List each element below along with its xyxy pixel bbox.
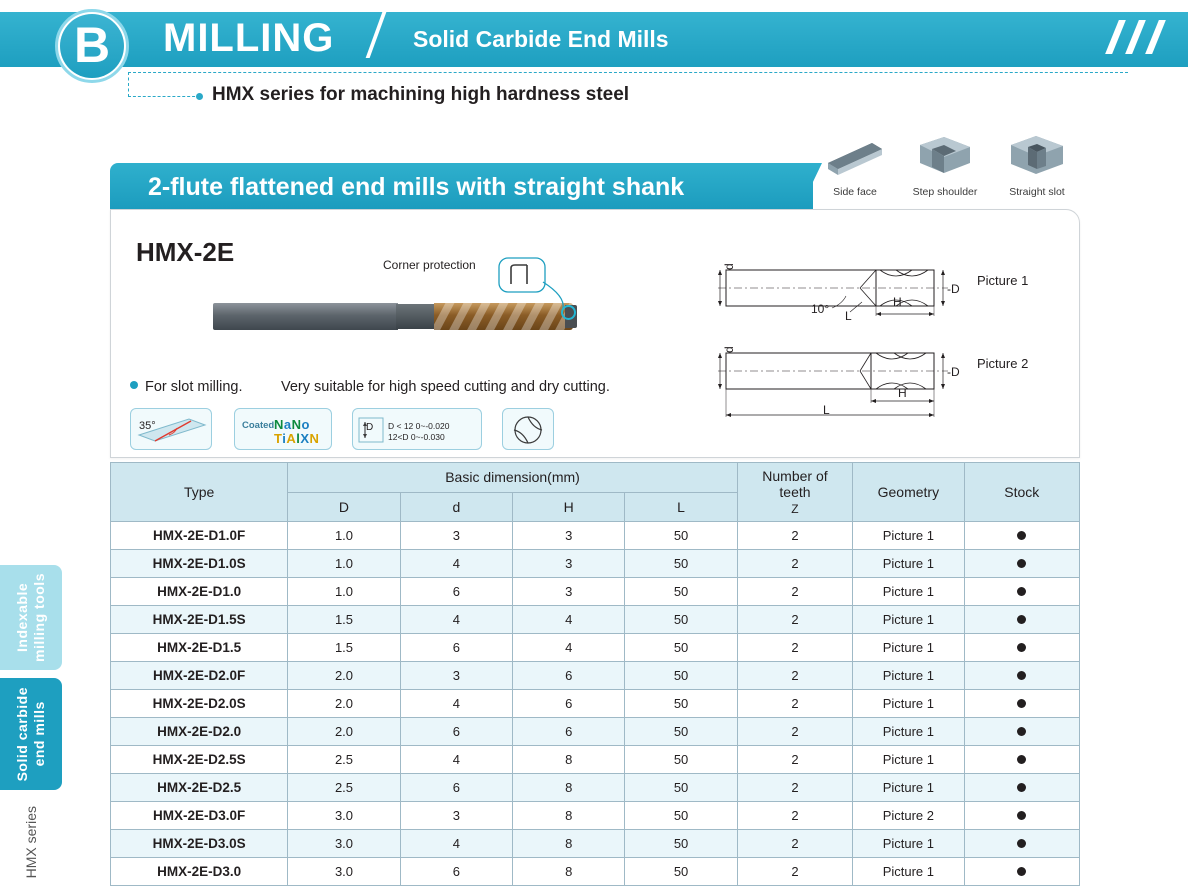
- badge-tolerance-symbol: D: [366, 422, 374, 433]
- table-row: [111, 690, 1080, 718]
- cell-type: HMX-2E-D2.0F: [111, 662, 288, 690]
- cell-type: HMX-2E-D1.5S: [111, 606, 288, 634]
- cell-D: 1.0: [288, 522, 400, 550]
- cell-stock: [964, 718, 1079, 746]
- cell-geometry: Picture 1: [853, 550, 964, 578]
- cell-L: 50: [625, 690, 737, 718]
- cell-geometry: Picture 1: [853, 522, 964, 550]
- cell-d: 4: [400, 830, 512, 858]
- leader-dot-icon: [196, 93, 203, 100]
- cell-D: 1.0: [288, 550, 400, 578]
- cell-D: 2.0: [288, 718, 400, 746]
- cell-d: 3: [400, 802, 512, 830]
- cell-stock: [964, 802, 1079, 830]
- cell-type: HMX-2E-D2.5S: [111, 746, 288, 774]
- sidebar-item-label-1: Indexable milling tools: [14, 573, 47, 662]
- cell-H: 4: [513, 606, 625, 634]
- stock-available-icon: [1017, 811, 1026, 820]
- cell-L: 50: [625, 662, 737, 690]
- cell-L: 50: [625, 802, 737, 830]
- table-row: [111, 802, 1080, 830]
- cell-D: 3.0: [288, 858, 400, 886]
- cell-stock: [964, 578, 1079, 606]
- cell-L: 50: [625, 746, 737, 774]
- cell-stock: [964, 550, 1079, 578]
- cell-geometry: Picture 1: [853, 774, 964, 802]
- cell-H: 8: [513, 858, 625, 886]
- drawing2-dim-D: -D: [947, 365, 960, 379]
- cell-D: 1.0: [288, 578, 400, 606]
- cell-type: HMX-2E-D2.5: [111, 774, 288, 802]
- application-icon-straight-slot: [997, 133, 1077, 198]
- cell-geometry: Picture 1: [853, 718, 964, 746]
- cell-stock: [964, 522, 1079, 550]
- col-header-L: L: [625, 492, 737, 522]
- cell-type: HMX-2E-D1.0S: [111, 550, 288, 578]
- cell-type: HMX-2E-D1.0: [111, 578, 288, 606]
- drawing2-dim-L: L: [823, 403, 830, 417]
- stock-available-icon: [1017, 755, 1026, 764]
- cell-L: 50: [625, 550, 737, 578]
- cell-stock: [964, 634, 1079, 662]
- cell-L: 50: [625, 718, 737, 746]
- drawing2-dim-d: d: [722, 346, 736, 353]
- cell-D: 2.5: [288, 746, 400, 774]
- header-dashed-rule: [128, 72, 1128, 73]
- sidebar-item-label-3: HMX series: [23, 806, 39, 879]
- cell-type: HMX-2E-D3.0F: [111, 802, 288, 830]
- col-header-teeth-label: Number of teeth: [762, 468, 828, 500]
- drawing1-dim-D: -D: [947, 282, 960, 296]
- application-icon-label-2: Step shoulder: [912, 186, 978, 198]
- picture-1-label: Picture 1: [977, 273, 1029, 288]
- table-row: [111, 858, 1080, 886]
- cell-geometry: Picture 1: [853, 634, 964, 662]
- feature-bullet-text-2: Very suitable for high speed cutting and dry cutting.: [281, 379, 610, 395]
- table-row: [111, 774, 1080, 802]
- cell-D: 2.5: [288, 774, 400, 802]
- stock-available-icon: [1017, 783, 1026, 792]
- drawing1-angle: 10°: [811, 302, 830, 316]
- cell-stock: [964, 858, 1079, 886]
- badge-tolerance-line1: D < 12 0~-0.020: [388, 421, 450, 431]
- application-icon-step-shoulder: [905, 133, 985, 198]
- side-face-icon: [824, 133, 886, 178]
- feature-bullet-2: [281, 379, 610, 395]
- cell-H: 6: [513, 662, 625, 690]
- cell-geometry: Picture 1: [853, 746, 964, 774]
- cell-H: 3: [513, 550, 625, 578]
- cell-teeth: 2: [737, 578, 852, 606]
- header-dashed-leader: [128, 96, 200, 97]
- cell-geometry: Picture 1: [853, 606, 964, 634]
- badge-coating-line2: TiAlXN: [274, 431, 320, 446]
- table-row: [111, 550, 1080, 578]
- technical-drawing-picture-2: [700, 335, 970, 430]
- cell-stock: [964, 746, 1079, 774]
- table-row: [111, 746, 1080, 774]
- badge-tolerance-line2: 12<D 0~-0.030: [388, 432, 445, 442]
- cell-geometry: Picture 1: [853, 690, 964, 718]
- cell-geometry: Picture 1: [853, 858, 964, 886]
- header-stripes-decoration: [1106, 20, 1176, 54]
- cell-teeth: 2: [737, 550, 852, 578]
- corner-protection-callout: [497, 256, 607, 326]
- cell-teeth: 2: [737, 746, 852, 774]
- cell-D: 3.0: [288, 802, 400, 830]
- stock-available-icon: [1017, 867, 1026, 876]
- col-header-d: d: [400, 492, 512, 522]
- feature-bullet-text-1: For slot milling.: [145, 379, 243, 395]
- application-icons-group: [815, 133, 1085, 213]
- stock-available-icon: [1017, 615, 1026, 624]
- cell-teeth: 2: [737, 606, 852, 634]
- cell-d: 4: [400, 746, 512, 774]
- sidebar-item-indexable-milling-tools[interactable]: [0, 565, 62, 670]
- drawing1-dim-L: L: [845, 309, 852, 323]
- badge-flute-count: [502, 408, 554, 450]
- table-head: [111, 463, 1080, 522]
- cell-teeth: 2: [737, 634, 852, 662]
- step-shoulder-icon: [914, 133, 976, 178]
- corner-highlight-circle: [561, 305, 576, 320]
- table-row: [111, 634, 1080, 662]
- cell-type: HMX-2E-D3.0S: [111, 830, 288, 858]
- col-header-type: Type: [111, 463, 288, 522]
- stock-available-icon: [1017, 671, 1026, 680]
- cell-L: 50: [625, 634, 737, 662]
- cell-H: 8: [513, 774, 625, 802]
- technical-drawing-picture-1: [700, 252, 970, 340]
- page-subtitle: Solid Carbide End Mills: [413, 26, 669, 52]
- cell-L: 50: [625, 578, 737, 606]
- col-header-geometry: Geometry: [853, 463, 964, 522]
- cell-stock: [964, 606, 1079, 634]
- cell-H: 6: [513, 690, 625, 718]
- cell-H: 3: [513, 578, 625, 606]
- cell-d: 4: [400, 550, 512, 578]
- cell-teeth: 2: [737, 802, 852, 830]
- table-row: [111, 522, 1080, 550]
- cell-d: 3: [400, 522, 512, 550]
- cell-d: 6: [400, 578, 512, 606]
- col-header-stock: Stock: [964, 463, 1079, 522]
- cell-d: 6: [400, 634, 512, 662]
- cell-H: 8: [513, 830, 625, 858]
- straight-slot-icon: [1006, 133, 1068, 178]
- table-row: [111, 578, 1080, 606]
- cell-L: 50: [625, 830, 737, 858]
- cell-H: 4: [513, 634, 625, 662]
- table-header-row-1: [111, 463, 1080, 493]
- cell-H: 8: [513, 746, 625, 774]
- sidebar-item-solid-carbide-end-mills[interactable]: [0, 678, 62, 790]
- picture-2-label: Picture 2: [977, 356, 1029, 371]
- cell-stock: [964, 774, 1079, 802]
- cell-D: 2.0: [288, 690, 400, 718]
- corner-protection-label: Corner protection: [383, 258, 476, 272]
- badge-coated-label: Coated: [242, 420, 275, 431]
- cell-D: 3.0: [288, 830, 400, 858]
- cell-H: 6: [513, 718, 625, 746]
- cell-d: 4: [400, 690, 512, 718]
- application-icon-label-3: Straight slot: [1009, 186, 1065, 198]
- tool-shank: [213, 303, 398, 330]
- table-row: [111, 830, 1080, 858]
- cell-geometry: Picture 2: [853, 802, 964, 830]
- cell-geometry: Picture 1: [853, 662, 964, 690]
- cell-type: HMX-2E-D2.0S: [111, 690, 288, 718]
- cell-stock: [964, 830, 1079, 858]
- cell-geometry: Picture 1: [853, 578, 964, 606]
- sidebar-item-label-2: Solid carbide end mills: [14, 686, 47, 782]
- cell-teeth: 2: [737, 522, 852, 550]
- cell-teeth: 2: [737, 774, 852, 802]
- cell-d: 6: [400, 774, 512, 802]
- drawing1-dim-H: H: [893, 295, 902, 309]
- cell-stock: [964, 662, 1079, 690]
- cell-L: 50: [625, 858, 737, 886]
- cell-teeth: 2: [737, 830, 852, 858]
- col-header-H: H: [513, 492, 625, 522]
- cell-H: 3: [513, 522, 625, 550]
- cell-L: 50: [625, 606, 737, 634]
- table-row: [111, 662, 1080, 690]
- stock-available-icon: [1017, 587, 1026, 596]
- cell-type: HMX-2E-D2.0: [111, 718, 288, 746]
- table-body: [111, 522, 1080, 886]
- stock-available-icon: [1017, 699, 1026, 708]
- cell-d: 3: [400, 662, 512, 690]
- stock-available-icon: [1017, 727, 1026, 736]
- drawing2-dim-H: H: [898, 386, 907, 400]
- series-description: HMX series for machining high hardness steel: [212, 84, 630, 105]
- section-title: 2-flute flattened end mills with straight shank: [148, 173, 685, 201]
- col-header-teeth: [737, 463, 852, 522]
- product-code: HMX-2E: [136, 237, 235, 267]
- cell-type: HMX-2E-D1.5: [111, 634, 288, 662]
- stock-available-icon: [1017, 531, 1026, 540]
- page-title: MILLING: [163, 16, 335, 60]
- bullet-dot-icon-1: [130, 381, 138, 389]
- cell-teeth: 2: [737, 690, 852, 718]
- cell-stock: [964, 690, 1079, 718]
- cell-H: 8: [513, 802, 625, 830]
- drawing1-dim-d: d: [722, 263, 736, 270]
- col-header-D: D: [288, 492, 400, 522]
- stock-available-icon: [1017, 643, 1026, 652]
- cell-teeth: 2: [737, 718, 852, 746]
- chapter-letter: B: [73, 16, 111, 73]
- tool-neck: [396, 304, 436, 329]
- table-row: [111, 718, 1080, 746]
- cell-teeth: 2: [737, 858, 852, 886]
- cell-D: 2.0: [288, 662, 400, 690]
- chapter-logo: [60, 14, 124, 78]
- table-row: [111, 606, 1080, 634]
- cell-d: 6: [400, 858, 512, 886]
- badge-coating-line1: NaNo: [274, 417, 310, 432]
- cell-L: 50: [625, 522, 737, 550]
- cell-geometry: Picture 1: [853, 830, 964, 858]
- end-mill-section-icon: [511, 414, 545, 446]
- badge-helix-angle-label: 35°: [139, 420, 156, 432]
- specification-table: [110, 462, 1080, 886]
- stock-available-icon: [1017, 559, 1026, 568]
- application-icon-side-face: [815, 133, 895, 198]
- cell-teeth: 2: [737, 662, 852, 690]
- cell-type: HMX-2E-D3.0: [111, 858, 288, 886]
- cell-L: 50: [625, 774, 737, 802]
- cell-type: HMX-2E-D1.0F: [111, 522, 288, 550]
- cell-d: 4: [400, 606, 512, 634]
- sidebar-item-hmx-series[interactable]: [0, 800, 62, 885]
- cell-d: 6: [400, 718, 512, 746]
- cell-D: 1.5: [288, 634, 400, 662]
- application-icon-label-1: Side face: [833, 186, 877, 198]
- cell-D: 1.5: [288, 606, 400, 634]
- feature-bullet-1: [130, 379, 243, 395]
- col-header-basic-dimension: Basic dimension(mm): [288, 463, 737, 493]
- header-dashed-drop: [128, 72, 129, 97]
- col-header-teeth-sub: Z: [791, 502, 799, 516]
- stock-available-icon: [1017, 839, 1026, 848]
